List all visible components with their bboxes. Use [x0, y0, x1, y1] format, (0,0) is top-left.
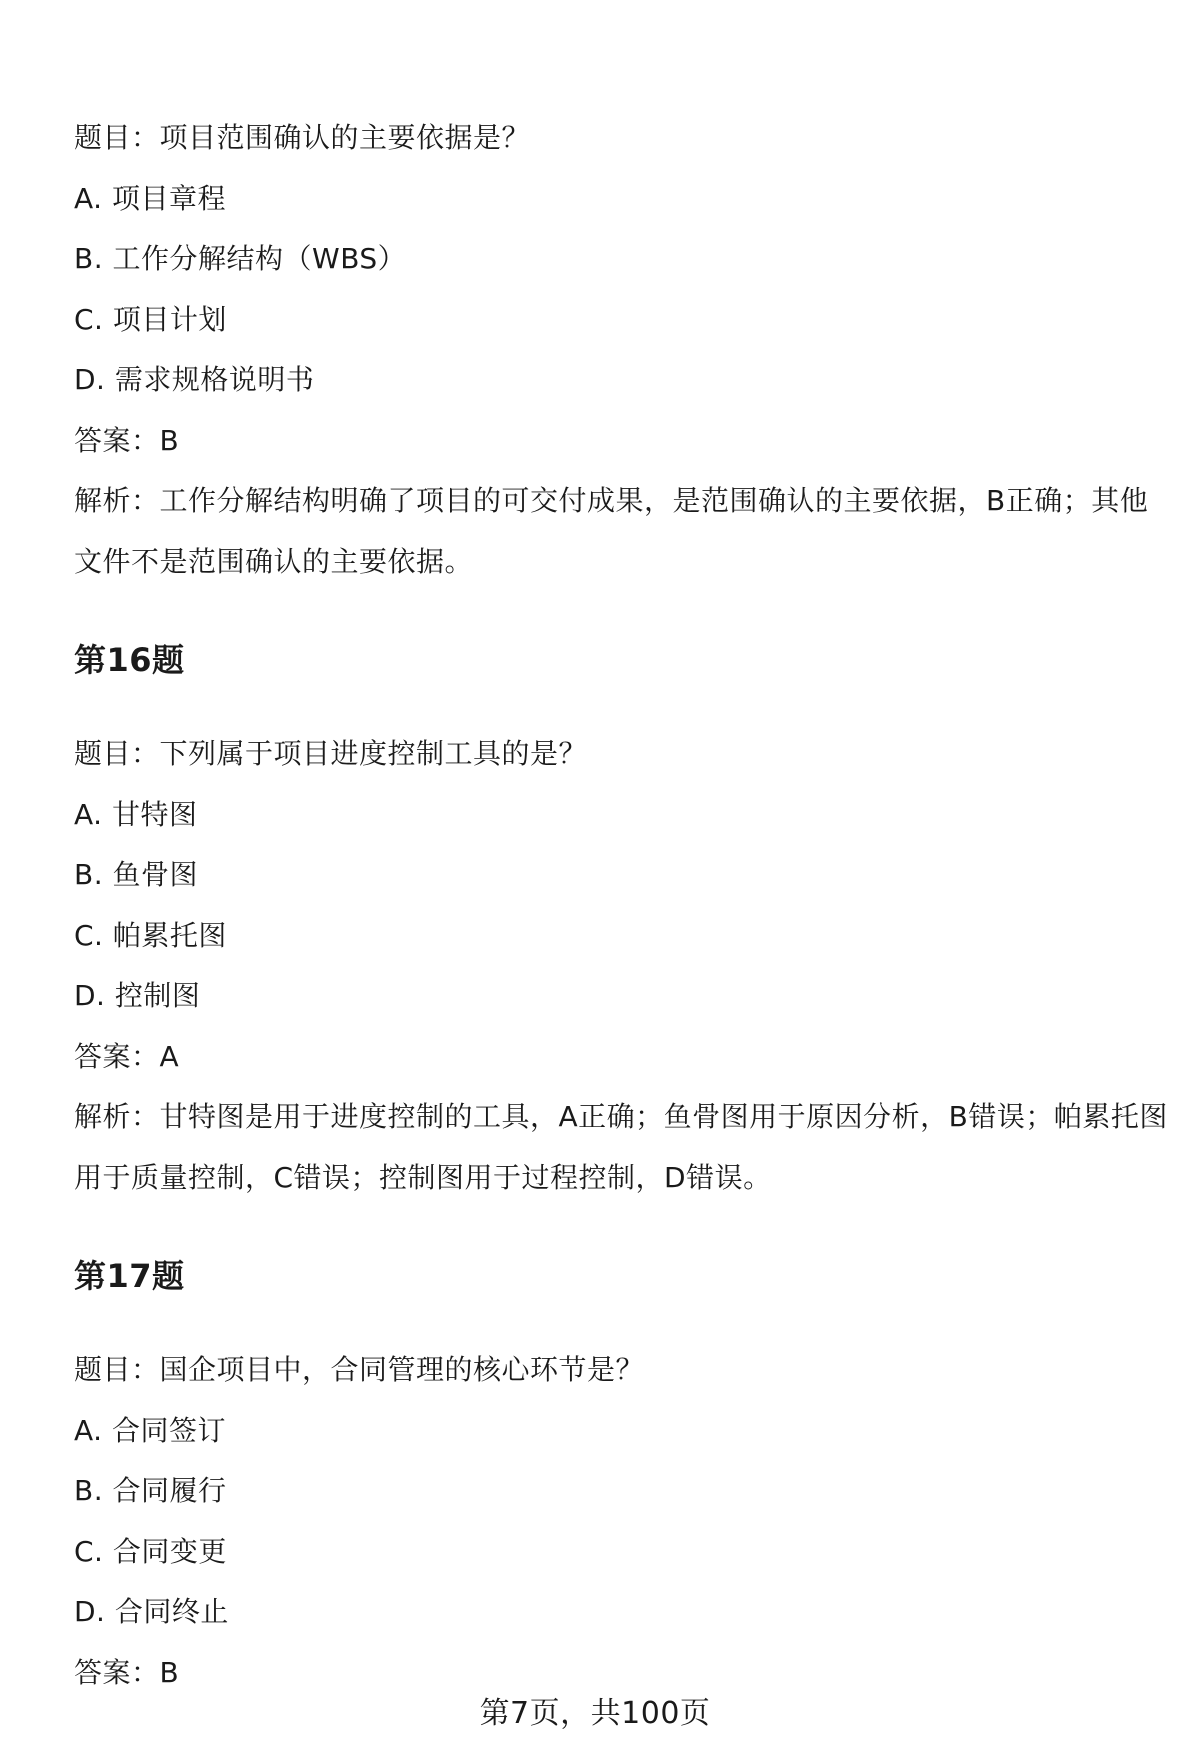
option-a: A. 甘特图: [74, 797, 198, 831]
option-b: B. 工作分解结构（WBS）: [74, 242, 407, 275]
option-b: B. 鱼骨图: [74, 858, 199, 891]
question-text: 题目：国企项目中，合同管理的核心环节是？: [74, 1353, 645, 1386]
explanation-text: 解析：工作分解结构明确了项目的可交付成果，是范围确认的主要依据，B正确；其他文件不是范围确认的主要依据。: [74, 484, 1149, 578]
question-heading: 第16题: [74, 641, 185, 679]
page-number-footer: 第7页，共100页: [479, 1696, 711, 1731]
option-d: D. 需求规格说明书: [74, 363, 315, 396]
answer-text: 答案：B: [74, 1655, 180, 1689]
option-d: D. 合同终止: [74, 1595, 229, 1628]
option-c: C. 项目计划: [74, 302, 227, 336]
question-block: [74, 108, 1174, 592]
answer-text: 答案：B: [74, 423, 180, 457]
question-text: 题目：下列属于项目进度控制工具的是？: [74, 737, 588, 770]
question-block: [74, 1246, 1174, 1703]
option-b: B. 合同履行: [74, 1474, 227, 1507]
option-c: C. 合同变更: [74, 1534, 227, 1568]
question-heading: 第17题: [74, 1257, 185, 1295]
page-content: [74, 108, 1174, 1703]
option-c: C. 帕累托图: [74, 918, 227, 952]
question-block: [74, 630, 1174, 1208]
option-a: A. 合同签订: [74, 1413, 226, 1447]
answer-text: 答案：A: [74, 1039, 180, 1073]
option-a: A. 项目章程: [74, 181, 226, 215]
explanation-text: 解析：甘特图是用于进度控制的工具，A正确；鱼骨图用于原因分析，B错误；帕累托图用于质量控制，C错误；控制图用于过程控制，D错误。: [74, 1100, 1168, 1194]
option-d: D. 控制图: [74, 979, 201, 1012]
question-text: 题目：项目范围确认的主要依据是？: [74, 121, 531, 154]
